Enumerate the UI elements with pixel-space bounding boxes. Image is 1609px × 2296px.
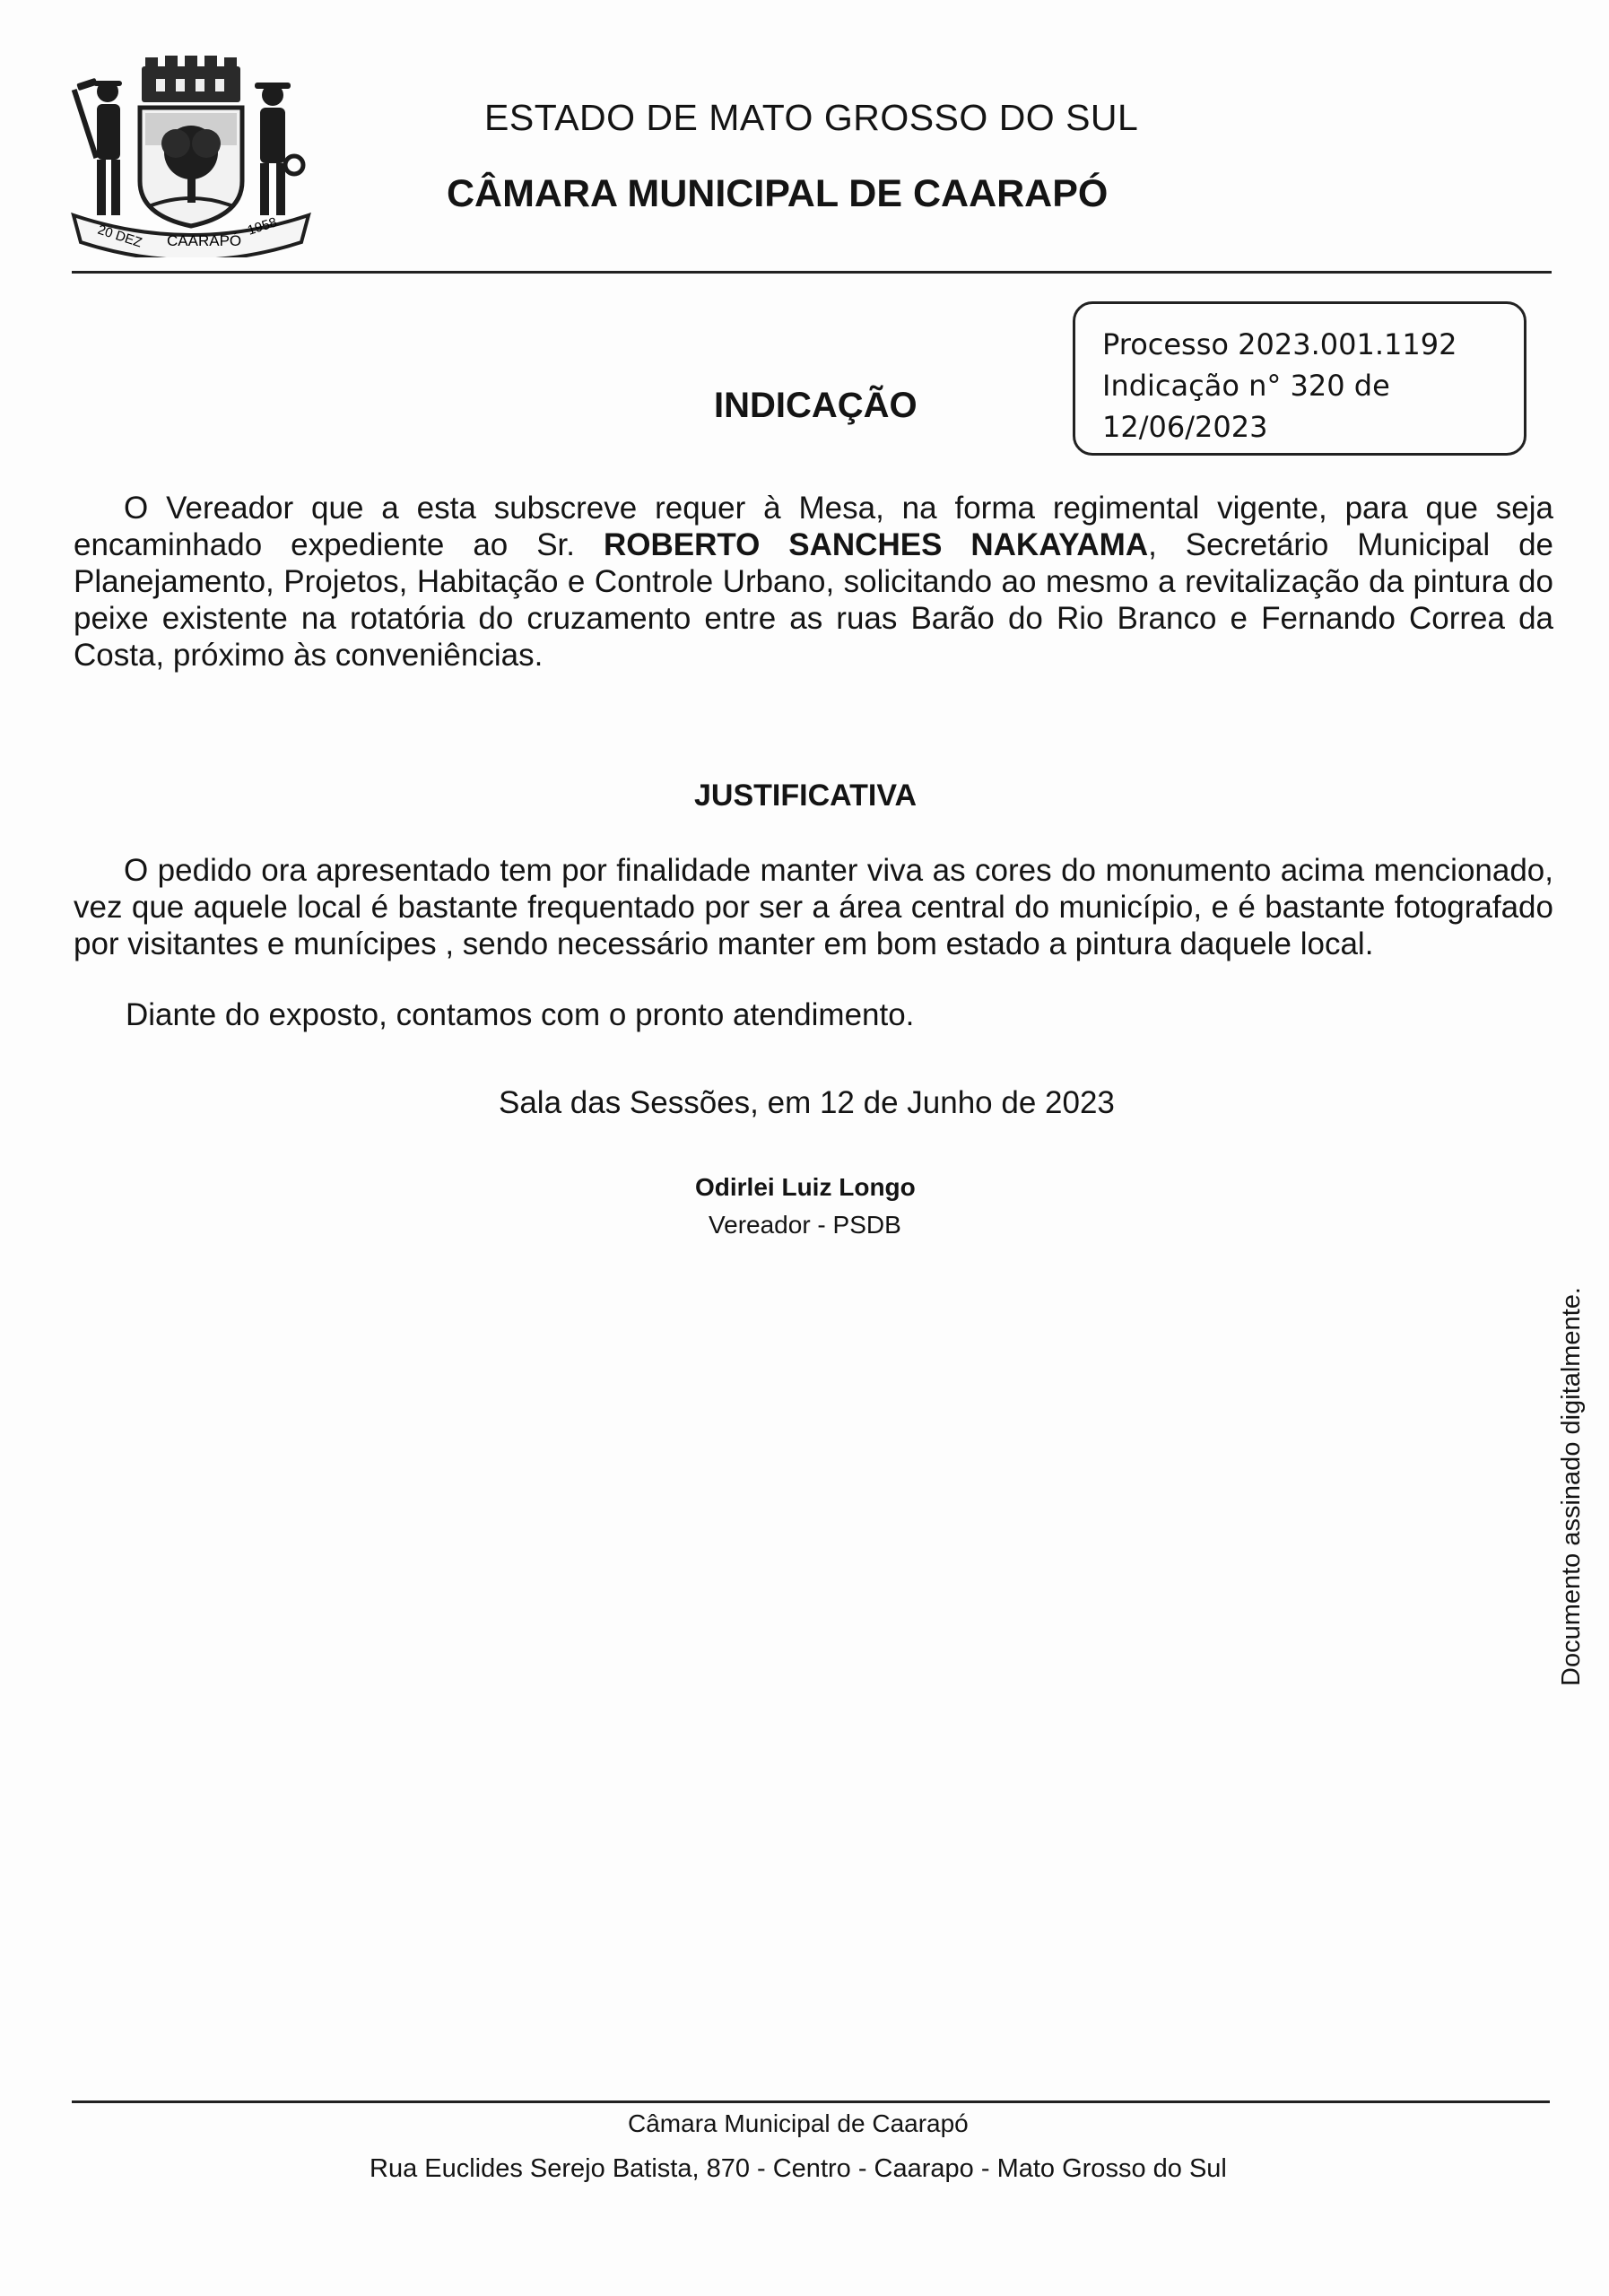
justification-text: O pedido ora apresentado tem por finalidade manter viva as cores do monumento acima mencionado, vez que aquele local é bastante frequentado por ser a área central do município, e é bastante fotografado por visitantes e munícipes , sendo necessário manter em bom estado a pintura daquele local.	[74, 853, 1553, 961]
indication-number: Indicação n° 320 de	[1102, 369, 1390, 403]
indication-date: 12/06/2023	[1102, 410, 1268, 444]
header-state: ESTADO DE MATO GROSSO DO SUL	[484, 97, 1139, 138]
signer-role: Vereador - PSDB	[709, 1211, 901, 1239]
crest-ribbon-center: CAARAPÓ	[167, 232, 242, 249]
footer-institution: Câmara Municipal de Caarapó	[628, 2109, 969, 2137]
digital-signature-note: Documento assinado digitalmente.	[1557, 1287, 1586, 1686]
request-paragraph	[74, 490, 1553, 674]
crest-ribbon	[70, 56, 312, 257]
justification-paragraph	[74, 852, 1553, 962]
footer-address: Rua Euclides Serejo Batista, 870 - Centro - Caarapo - Mato Grosso do Sul	[370, 2154, 1227, 2183]
request-text-after: , Secretário Municipal de Planejamento, Projetos, Habitação e Controle Urbano, solicitando ao mesmo a revitalização da pintura do peixe existente na rotatória do cruzamento entre as ruas Barão do Rio Branco e Fernando Correa da Costa, próximo às conveniências.	[74, 527, 1554, 673]
crest-ribbon-left: 20 DEZ	[95, 222, 144, 251]
document-title: INDICAÇÃO	[714, 386, 918, 425]
closing-line: Diante do exposto, contamos com o pronto atendimento.	[126, 997, 915, 1032]
header-rule	[72, 271, 1552, 274]
recipient-name: ROBERTO SANCHES NAKAYAMA	[603, 527, 1149, 562]
footer-rule	[72, 2100, 1550, 2103]
request-text-before: O Vereador que a esta subscreve requer à Mesa, na forma regimental vigente, para que seja encaminhado expediente ao Sr.	[74, 491, 1553, 562]
process-stamp-box	[1073, 301, 1526, 456]
justification-title: JUSTIFICATIVA	[694, 778, 918, 813]
crest-ribbon-right: 1958	[245, 214, 279, 239]
place-date: Sala das Sessões, em 12 de Junho de 2023	[499, 1085, 1115, 1120]
signer-name: Odirlei Luiz Longo	[695, 1173, 916, 1201]
header-chamber: CÂMARA MUNICIPAL DE CAARAPÓ	[447, 172, 1109, 215]
process-number: Processo 2023.001.1192	[1102, 327, 1457, 361]
